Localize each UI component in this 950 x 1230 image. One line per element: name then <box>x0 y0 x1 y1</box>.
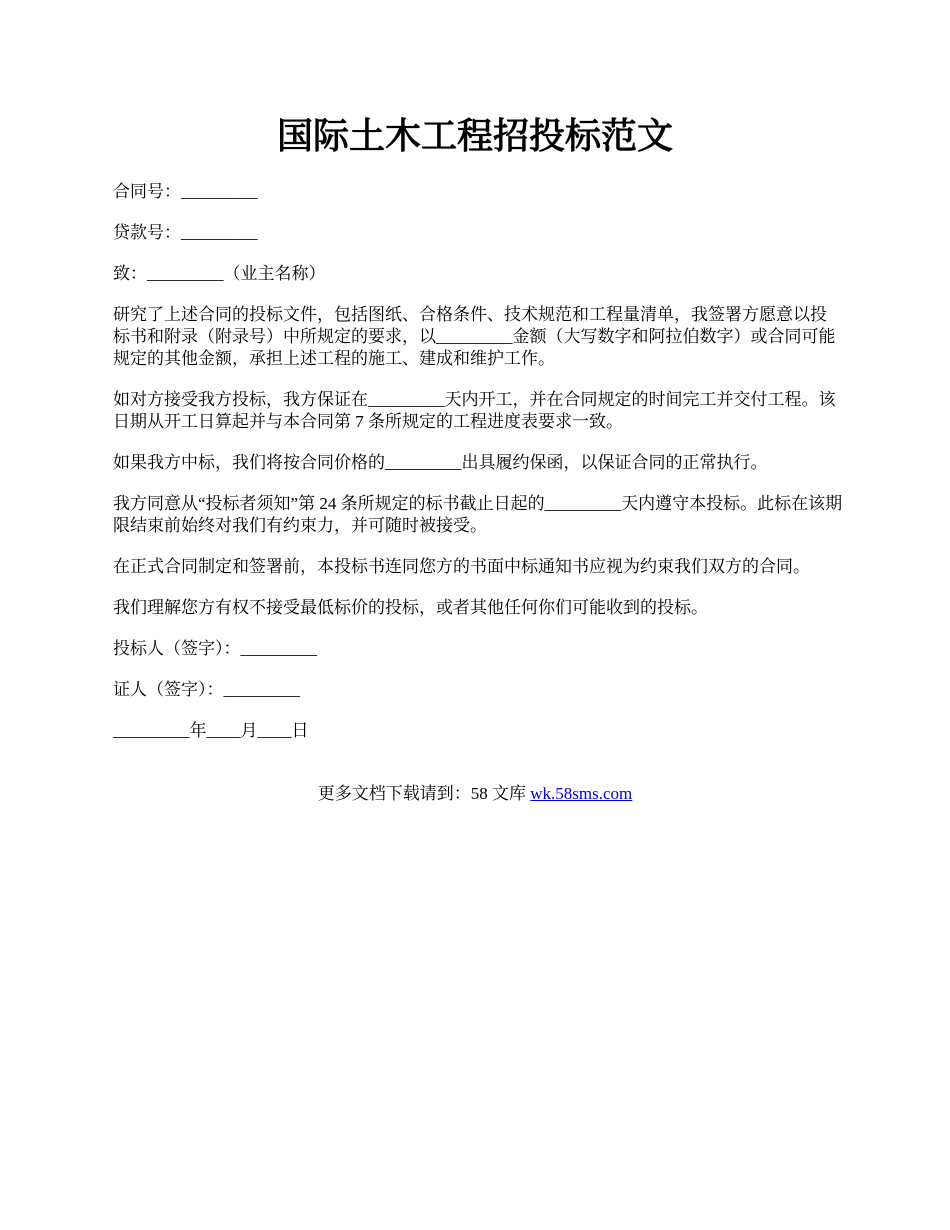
bid-commitment-paragraph: 研究了上述合同的投标文件，包括图纸、合格条件、技术规范和工程量清单，我签署方愿意以投标书和附录（附录号）中所规定的要求，以_________金额（大写数字和阿拉伯数字）或合同可能规定的其他金额，承担上述工程的施工、建成和维护工作。 <box>113 305 836 368</box>
document-body <box>113 181 843 761</box>
bidder-signature-line: 投标人（签字）：_________ <box>113 639 317 658</box>
footer <box>0 783 950 805</box>
contract-number-line: 合同号：_________ <box>113 182 258 201</box>
recipient-line: 致：_________（业主名称） <box>113 264 326 283</box>
footer-link[interactable]: wk.58sms.com <box>530 784 633 803</box>
date-line: _________年____月____日 <box>113 721 309 740</box>
footer-text: 更多文档下载请到：58 文库 <box>317 784 531 803</box>
loan-number-line: 贷款号：_________ <box>113 223 258 242</box>
start-date-paragraph: 如对方接受我方投标，我方保证在_________天内开工，并在合同规定的时间完工并交付工程。该日期从开工日算起并与本合同第 7 条所规定的工程进度表要求一致。 <box>113 390 836 431</box>
lowest-bid-paragraph: 我们理解您方有权不接受最低标价的投标，或者其他任何你们可能收到的投标。 <box>113 598 708 617</box>
binding-contract-paragraph: 在正式合同制定和签署前，本投标书连同您方的书面中标通知书应视为约束我们双方的合同。 <box>113 557 810 576</box>
witness-signature-line: 证人（签字）：_________ <box>113 680 300 699</box>
bid-validity-paragraph: 我方同意从“投标者须知”第 24 条所规定的标书截止日起的_________天内遵守本投标。此标在该期限结束前始终对我们有约束力，并可随时被接受。 <box>113 494 843 535</box>
performance-bond-paragraph: 如果我方中标，我们将按合同价格的_________出具履约保函，以保证合同的正常执行。 <box>113 453 768 472</box>
document-title: 国际土木工程招投标范文 <box>276 116 673 156</box>
